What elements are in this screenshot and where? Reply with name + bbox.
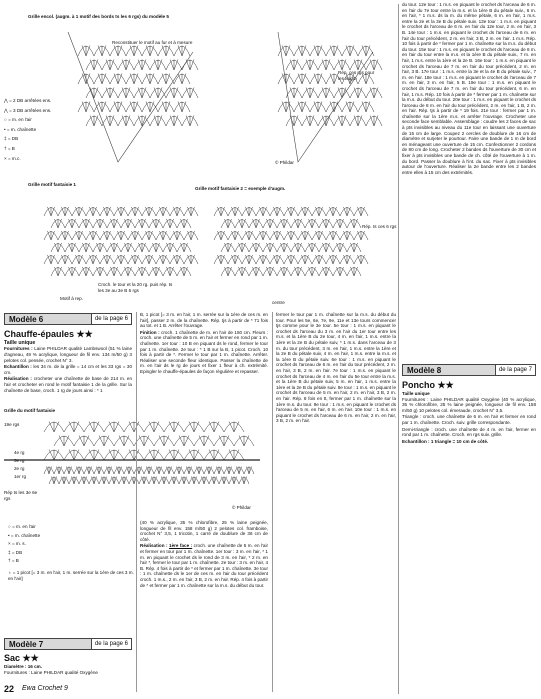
model6-size: Taille unique <box>4 340 36 346</box>
row-label: 1er rg <box>14 474 27 479</box>
legend-item: • = m. chaînette <box>4 126 37 132</box>
col2-bottom-text: (40 % acrylique, 35 % chlorofibre, 25 % laine peignée, longueur de fil env. 158 m/50 g) 2 pelotes col. framboise, crochet N° 3,5, 1 tricotin, 1 carré de doublure de 36 cm de côté. Réalisation : 1ère face : croch. une chaînette de 5 m. en l'air et fermer en tour par 1 m. chaînette. 1er tour : 3 m. en l'air, * 1 m. en piquant le crochet ds le rond de 3 m. en l'air, * 2 m. en l'air *, fermer le tour par 1 m. chaînette. 2e tour : 3 m. en l'air, 4 B. Rép. 4 fois à partir de * et fermer par 1 m. chaînette. 3e tour : 1 m. chaînette ds le 1er de ces m. en l'air du tour précédent croch. 1 m.s., 2 m. en l'air, 3 B, 2 m. en l'air. Rép. 4 fois à partir de * et fermer par 1 m. chaînette sur la m.s. du début du tour. <box>140 520 268 588</box>
chain-icon: ○ <box>4 117 7 123</box>
legend-item: ⋀ = 3 DB arrêtées ens. <box>4 107 52 113</box>
single-crochet-icon: × <box>8 541 11 547</box>
slip-stitch-icon: • <box>4 126 6 132</box>
single-crochet-icon: × <box>4 155 7 161</box>
legend-item: ○ = m. en l'air <box>4 117 32 123</box>
grid1-motif: Motif à rep. <box>60 296 83 301</box>
model7-header: Modèle 7 de la page 6 <box>4 638 132 650</box>
treble-icon: † <box>4 145 7 151</box>
model8-title: Poncho ★★ <box>402 380 454 390</box>
col2-top-text: B, 1 picot [= 3 m. en l'air, 1 m. serrée sur la 1ère de ces m. en l'air], passer 2 m. de la chaînette. Rép. tjs à partir de * 71 fois au tot. et 1 B. Arrêter l'ouvrage. Finition : croch. 1 chaînette de m. en l'air de 150 cm. Fleurs : croch. une chaînette de 5 m. en l'air et fermer en rond par 1 m. chaînette. 1er tour : 10 B en piquant ds le rond, fermer le tour par 1 m. chaînette. 2e tour : * 1 B sur la B, 1 picot. Croch. 10 fois à partir de *. Fermer le tour par 1 m. chaînette. Arrêter. Réaliser une seconde fleur identique. Passer la chaînette de m. en l'air ds le rg de jours et fixer 1 fleur à ch. extrémité. Epingler le chauffe-épaules de façon régulière et repasser. <box>140 312 268 374</box>
shawl-diagram-title: Grille encol. (augm. à 1 motif des bords ts les 6 rgs) du modèle 5 <box>28 14 169 19</box>
slip-stitch-icon: • <box>8 532 10 538</box>
row-label: 3e rg <box>14 458 25 463</box>
double-crochet-icon: ‡ <box>4 136 7 142</box>
model7-title: Sac ★★ <box>4 653 39 663</box>
rep-note: Rép. ces rgs pour les augm <box>338 70 375 81</box>
shawl-copyright: © Phildar <box>275 160 294 165</box>
legend-item: ⋀ = 2 DB arrêtées ens. <box>4 98 52 103</box>
grid2-title: Grille motif fantaisie 2 = exemple d'augm. <box>195 186 286 191</box>
grid2-centre: centre <box>272 300 285 305</box>
grid2-rep: Rép. ts ces 6 rgs <box>362 224 397 229</box>
model8-section <box>402 380 536 694</box>
legend2-item: × = m. s. <box>8 541 26 547</box>
legend2-item: ○ = m. en l'air <box>8 524 36 529</box>
row-label: 4e rg <box>14 450 25 455</box>
motif-copyright: © Phildar <box>232 505 251 510</box>
legend2-picot: ♁ = 1 picot [= 3 m. en l'air, 1 m. serrée sur la 1ère de ces 3 m. en l'air] <box>8 569 134 581</box>
legend <box>4 98 74 161</box>
model8-triangle: Triangle : croch. une chaînette de 6 m. en l'air et fermer en rond par 1 m. chaînette. Croch. suiv. grille correspondante. <box>402 414 536 425</box>
motif-grids <box>14 190 394 302</box>
model7-section <box>4 653 132 675</box>
model6-header: Modèle 6 de la page 6 <box>4 313 132 325</box>
grid1-note: Croch. le tour et la 20 rg. puis rép. ts les 3e au 3e B 6 rgs <box>98 282 173 293</box>
legend-item: † = B <box>4 145 15 151</box>
picot-icon: ♁ <box>8 569 12 575</box>
double-crochet-icon: ‡ <box>8 549 11 555</box>
model7-diameter: Diamètre : 16 cm. <box>4 664 43 669</box>
legend-item: ‡ = DB <box>4 136 19 142</box>
model8-demi: Demi-triangle : croch. une chaînette de 4 m. en l'air, fermer en rond par 1 m. chaînette. Croch. en rgs suiv. grille. <box>402 426 536 438</box>
page-number: 22 <box>4 684 15 694</box>
dc3tog-icon: ⋀ <box>4 107 8 113</box>
dc2tog-icon: ⋀ <box>4 98 8 103</box>
model8-supplies: Fournitures : Laine PHILDAR qualité Oxygène (40 % acrylique, 35 % chlorofibre, 25 % laine peignée, longueur de fil env. 158 m/50 g) 10 pelotes col. émeraude, crochet N° 3,5. <box>402 396 536 413</box>
col3-text: fermer le tour par 1 m. chaînette sur la m.s. du début du tour. Pour les 5e, 6e, 7e, 9e, 11e et 13e tours commencer tjs comme pour le 3e tour. 5e tour : 1 m.s. en piquant le crochet ds l'arceau du 3 m. en l'air du 1er tour entre les m.s. et la 1ère B du 2e tour, 4 m. en l'air, 1 m.s. entre la 1ère et la 2e B du pétale suiv, * 1 m.s. dans l'arceau de 3 m. du tour précédent, 3 m. en l'air, 1 m.s. entre la 1ère et la 2e B du pétale suiv, 4 m. en l'air, 1 m.s. entre la m.s. et la 1ère B du pétale suiv. 6e tour : 1 m.s. en piquant le crochet ds l'arceau de 6 m. en l'air du tour précédent, 2 m. en l'air, 3 B, 2 m. en l'air. 7e tour : 1 m.s. en piquant le crochet ds l'arceau de 4 m. en l'air du 5e tour entre la m.s. et la 1ère B du pétale suiv, 5 m. en l'air, 1 m.s. entre la 1ère et la 2e B du pétale suiv. 8e tour : 1 m.s. en piquant le crochet ds l'arceau de 5 m. en l'air, 2 m. en l'air, 3 B, 2 m. en l'air. Rép. 8 fois en tt, fermer par 1 m. chaînette sur la 1ère m.s. du tour. 9e tour : 1 m.s. en piquant le crochet ds l'arceau de 5 m. en l'air, 6 m. en l'air. 10e tour : 1 m.s. en piquant le crochet ds l'arceau de 6 m. en l'air, 2 m. en l'air, 3 B, 2 m. en l'air. <box>276 312 396 424</box>
model6-title: Chauffe-épaules ★★ <box>4 329 93 339</box>
legend2-item: † = B <box>8 558 19 564</box>
model7-supplies: Fournitures : Laine PHILDAR qualité Oxygène <box>4 669 98 675</box>
chain-icon: ○ <box>8 524 11 529</box>
shawl-diagram <box>28 22 398 212</box>
row-label: 2e rg <box>14 466 25 471</box>
legend-item: × = m.c. <box>4 155 21 161</box>
legend2-item: ‡ = DB <box>8 549 23 555</box>
model8-gauge: Echantillon : 1 triangle = 10 cm de côté. <box>402 438 489 444</box>
motif-side: 19e rgs <box>4 422 20 427</box>
magazine-name: Ewa Crochet 9 <box>22 685 68 692</box>
model8-size: Taille unique <box>402 391 430 396</box>
col4-text: du tour. 12e tour : 1 m.s. en piquant le crochet ds l'arceau de 6 m. en l'air du 7e tour entre la m.s. et la 1ère B du pétale suiv., 6 m. en l'air, * 1 m.s. ds la m. du même pétale, 6 m. en l'air, 1 m.s. entre la 2e et la 3e B du pétale suiv. 13e tour : 1 m.s. en piquant le crochet ds l'arceau de 6 m. en l'air du 12e tour, 2 m. en l'air, 3 B. 14e tour : 1 m.s. en piquant le crochet ds l'arceau de 6 m. en l'air du tour précédent, 2 m. en l'air, 3 B, 2 m. en l'air. 1 m.s. Rép. 10 fois à partir de * fermer par 1 m. chaînette sur la m.s. du début du tour. 15e tour : 1 m.s. en piquant le crochet ds l'arceau de 6 m. en l'air du tour entre la m.s. et la 1ère B du pétale suiv., 7 m. en l'air, 1 m.s. entre la 1ère et la 2e B. 16e tour : 1 m.s. en piquant le crochet ds l'arceau de 7 m. en l'air du tour précédent, 2 m. en l'air, 3 B. 17e tour : 1 m.s. entre la 3e et la 4e B du pétale suiv., 7 m. en l'air. 18e tour : 1 m.s. en piquant le crochet ds l'arceau de 7 m. en l'air, 3 m. en l'air, 5 B. 19e tour : 1 m.s. en piquant le crochet ds l'arceau de 7 m. en l'air du tour précédent, 6 m. en l'air, 1 m.s. Rép. 10 fois à partir de * fermer par 1 m. chaînette sur la m.s. du début du tour. 20e tour : 1 m.s. en piquant le crochet ds l'arceau de 8 m. en l'air du tour précédent, 2 m. en l'air, 1 B, 2 m. en l'air. Rép. tjs à partir de * 19 fois. 21e tour : fermer par 1 m. chaînette sur la 1ère m.s. et arrêter l'ouvrage. Crocheter une seconde face semblable. Assemblage : coudre les 2 faces de sac à pts invisibles au niveau du 11e tour en laissant une ouverture de 15 cm de large. Coupez 2 cercles de doublure de 16 cm de diamètre et surjeter le pourtour. Faire une bande de 1 m de bord en ménageant une ouverture de 15 cm. Confectionner 2 cordons de 80 cm de long. Crocheter 2 bandes ds l'ouverture de 30 cm et fixer à pts invisibles une bande de ch. côté de l'ouverture à 1 m. du bord. Passer la doublure à l'int. du sac. Fixer à pts invisibles autour de l'ouverture. Réaliser la 2e bande entre les 2 bandes entre elles à 15 cm des extrémités. <box>402 2 536 175</box>
shawl-diagram-note: Reconstituer le motif au fur et à mesure <box>112 40 193 45</box>
legend2 <box>8 524 138 581</box>
model8-header: Modèle 8 de la page 7 <box>402 364 536 376</box>
legend2-item: • = m. chaînette <box>8 532 41 538</box>
grid1-title: Grille motif fantaisie 1 <box>28 182 76 187</box>
treble-icon: † <box>8 558 11 564</box>
model6-section: Chauffe-épaules ★★ Taille unique Fournitures : Laine PHILDAR qualité Lambswool (51 % laine d'agneau, 49 % acrylique, longueur de fil env. 134 m/50 g) 3 pelotes col. pensée, crochet N° 3. Echantillon : les 34 m. de la grille = 14 cm et les 33 rgs = 30 cm. Réalisation : crocheter une chaînette de base de 214 m. en l'air et crocheter en rond le motif fantaisie 1 de la grille. Sur la chaînette de base, croch. 1 rg de jours ainsi : * 1 <box>4 329 133 393</box>
motif-diagram-title: Grille du motif fantaisie <box>4 408 56 413</box>
motif-rep: Rép ts les 3e 6e rgs <box>4 490 38 501</box>
